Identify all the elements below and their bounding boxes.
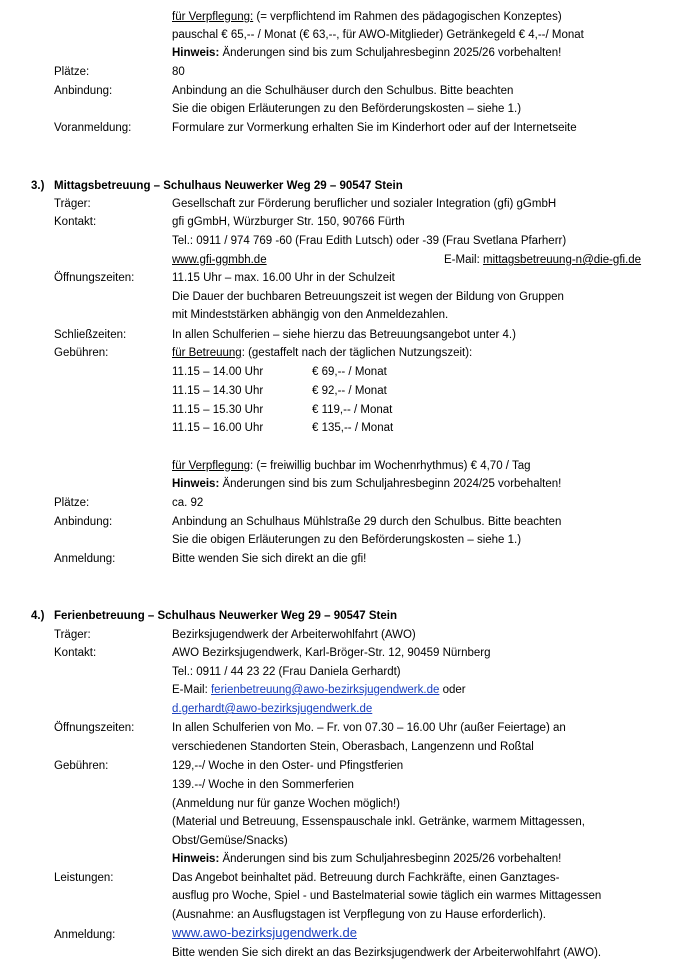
gebuehren-4-line-1: 129,--/ Woche in den Oster- und Pfingstferien [172, 760, 404, 772]
email-4-line [172, 681, 466, 700]
fee-time: 11.15 – 14.00 Uhr [172, 366, 264, 378]
anbindung-3-line-1: Anbindung an Schulhaus Mühlstraße 29 durch den Schulbus. Bitte beachten [172, 516, 562, 528]
oeffnung-line-3: mit Mindeststärken abhängig von den Anmeldezahlen. [172, 309, 449, 321]
section-4-title: Ferienbetreuung – Schulhaus Neuwerker Weg 29 – 90547 Stein [54, 610, 397, 622]
website-link[interactable] [172, 251, 267, 270]
anmeldung-4-link-line [172, 924, 357, 944]
betreuung-label: für Betreuung [172, 347, 242, 359]
hinweis-3-line [172, 475, 561, 494]
anmeldung-4-link[interactable]: www.awo-bezirksjugendwerk.de [172, 925, 357, 940]
fee-time: 11.15 – 16.00 Uhr [172, 422, 264, 434]
anbindung-line-1: Anbindung an die Schulhäuser durch den Schulbus. Bitte beachten [172, 85, 514, 97]
kontakt-4-label: Kontakt: [54, 647, 97, 659]
anbindung-3-line-2: Sie die obigen Erläuterungen zu den Beförderungskosten – siehe 1.) [172, 534, 522, 546]
anmeldung-3-value: Bitte wenden Sie sich direkt an die gfi! [172, 553, 367, 565]
fee-time: 11.15 – 15.30 Uhr [172, 404, 264, 416]
pauschal-text: pauschal € 65,-- / Monat (€ 63,--, für AWO-Mitglieder) Getränkegeld € 4,--/ Monat [172, 29, 584, 41]
email-link[interactable]: mittagsbetreuung-n@die-gfi.de [482, 254, 642, 266]
fee-time: 11.15 – 14.30 Uhr [172, 385, 264, 397]
fee-price: € 135,-- / Monat [312, 422, 394, 434]
email-4-link-1[interactable]: ferienbetreuung@awo-bezirksjugendwerk.de [210, 684, 440, 696]
anbindung-label: Anbindung: [54, 85, 113, 97]
gebuehren-4-line-5: Obst/Gemüse/Snacks) [172, 835, 288, 847]
oeffnung-line-2: Die Dauer der buchbaren Betreuungszeit ist wegen der Bildung von Gruppen [172, 291, 564, 303]
email-label: E-Mail: [444, 254, 483, 266]
oeffnung-4-line-1: In allen Schulferien von Mo. – Fr. von 07.30 – 16.00 Uhr (außer Feiertage) an [172, 722, 566, 734]
hinweis-label: Hinweis: [172, 47, 220, 59]
plaetze-label: Plätze: [54, 66, 90, 78]
oeffnung-label: Öffnungszeiten: [54, 272, 135, 284]
voranmeldung-label: Voranmeldung: [54, 122, 132, 134]
traeger-4-value: Bezirksjugendwerk der Arbeiterwohlfahrt (AWO) [172, 629, 416, 641]
kontakt-4-line-1: AWO Bezirksjugendwerk, Karl-Bröger-Str. 12, 90459 Nürnberg [172, 647, 491, 659]
oeffnung-4-label: Öffnungszeiten: [54, 722, 135, 734]
verpflegung-3-line [172, 457, 531, 476]
anmeldung-3-label: Anmeldung: [54, 553, 116, 565]
plaetze-value: 80 [172, 66, 185, 78]
website-link-text[interactable]: www.gfi-ggmbh.de [172, 254, 267, 266]
anbindung-3-label: Anbindung: [54, 516, 113, 528]
leistungen-line-1: Das Angebot beinhaltet päd. Betreuung durch Fachkräfte, einen Ganztages- [172, 872, 560, 884]
traeger-4-label: Träger: [54, 629, 91, 641]
traeger-label: Träger: [54, 198, 91, 210]
plaetze-3-label: Plätze: [54, 497, 90, 509]
betreuung-line [172, 344, 472, 363]
gebuehren-4-line-2: 139.--/ Woche in den Sommerferien [172, 779, 354, 791]
hinweis-4-label: Hinweis: [172, 853, 220, 865]
voranmeldung-value: Formulare zur Vormerkung erhalten Sie im Kinderhort oder auf der Internetseite [172, 122, 577, 134]
email-line [444, 251, 641, 270]
gebuehren-4-line-3: (Anmeldung nur für ganze Wochen möglich!) [172, 798, 400, 810]
kontakt-line-2: Tel.: 0911 / 974 769 -60 (Frau Edith Lutsch) oder -39 (Frau Svetlana Pfarherr) [172, 235, 567, 247]
fee-price: € 92,-- / Monat [312, 385, 387, 397]
gebuehren-4-line-4: (Material und Betreuung, Essenspauschale inkl. Getränke, warmem Mittagessen, [172, 816, 585, 828]
traeger-value: Gesellschaft zur Förderung beruflicher und sozialer Integration (gfi) gGmbH [172, 198, 557, 210]
leistungen-line-2: ausflug pro Woche, Spiel - und Bastelmaterial sowie täglich ein warmes Mittagessen [172, 890, 602, 902]
kontakt-4-line-2: Tel.: 0911 / 44 23 22 (Frau Daniela Gerhardt) [172, 666, 401, 678]
schliess-value: In allen Schulferien – siehe hierzu das Betreuungsangebot unter 4.) [172, 329, 516, 341]
leistungen-line-3: (Ausnahme: an Ausflugstagen ist Verpflegung von zu Hause erforderlich). [172, 909, 546, 921]
leistungen-label: Leistungen: [54, 872, 114, 884]
kontakt-line-1: gfi gGmbH, Würzburger Str. 150, 90766 Fürth [172, 216, 405, 228]
hinweis-3-text: Änderungen sind bis zum Schuljahresbeginn 2024/25 vorbehalten! [219, 478, 562, 490]
email-4-oder: oder [439, 684, 466, 696]
verpflegung-text: (= verpflichtend im Rahmen des pädagogischen Konzeptes) [253, 11, 562, 23]
fee-price: € 69,-- / Monat [312, 366, 387, 378]
hinweis-4-line [172, 850, 561, 869]
plaetze-3-value: ca. 92 [172, 497, 204, 509]
hinweis-4-text: Änderungen sind bis zum Schuljahresbeginn 2025/26 vorbehalten! [219, 853, 562, 865]
email-4-line-2 [172, 700, 372, 719]
hinweis-line [172, 44, 561, 63]
section-3-number: 3.) [31, 180, 45, 192]
fee-price: € 119,-- / Monat [312, 404, 393, 416]
email-4-link-2[interactable]: d.gerhardt@awo-bezirksjugendwerk.de [172, 703, 373, 715]
anbindung-line-2: Sie die obigen Erläuterungen zu den Beförderungskosten – siehe 1.) [172, 103, 522, 115]
betreuung-text: : (gestaffelt nach der täglichen Nutzungszeit): [241, 347, 473, 359]
kontakt-label: Kontakt: [54, 216, 97, 228]
section-4-number: 4.) [31, 610, 45, 622]
hinweis-3-label: Hinweis: [172, 478, 220, 490]
gebuehren-label: Gebühren: [54, 347, 109, 359]
anmeldung-4-label: Anmeldung: [54, 929, 116, 941]
anmeldung-4-text: Bitte wenden Sie sich direkt an das Bezirksjugendwerk der Arbeiterwohlfahrt (AWO). [172, 947, 602, 959]
verpflegung-label: für Verpflegung: [172, 11, 254, 23]
schliess-label: Schließzeiten: [54, 329, 127, 341]
verpflegung-3-text: : (= freiwillig buchbar im Wochenrhythmus) € 4,70 / Tag [250, 460, 531, 472]
oeffnung-line-1: 11.15 Uhr – max. 16.00 Uhr in der Schulzeit [172, 272, 395, 284]
verpflegung-3-label: für Verpflegung [172, 460, 251, 472]
hinweis-text: Änderungen sind bis zum Schuljahresbeginn 2025/26 vorbehalten! [219, 47, 562, 59]
email-4-label: E-Mail: [172, 684, 211, 696]
section-3-title: Mittagsbetreuung – Schulhaus Neuwerker Weg 29 – 90547 Stein [54, 180, 403, 192]
gebuehren-4-label: Gebühren: [54, 760, 109, 772]
verpflegung-line [172, 8, 562, 27]
oeffnung-4-line-2: verschiedenen Standorten Stein, Oberasbach, Langenzenn und Roßtal [172, 741, 534, 753]
